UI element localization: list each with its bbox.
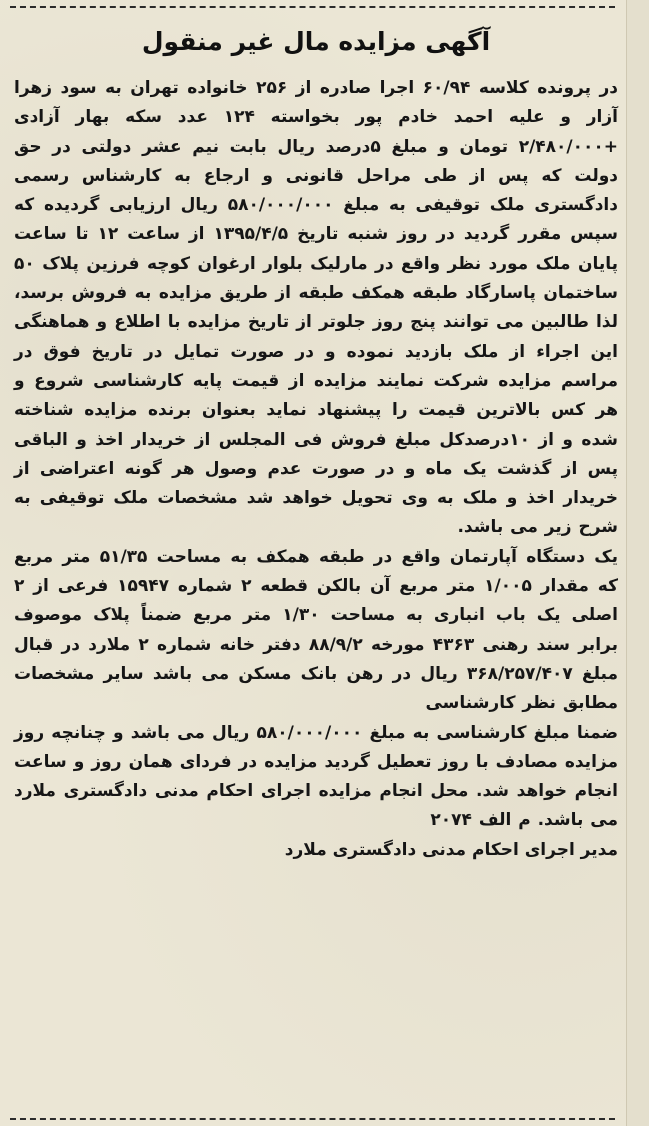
top-dashed-divider — [10, 6, 615, 8]
signature-line: مدیر اجرای احکام مدنی دادگستری ملارد — [284, 839, 618, 860]
closing-paragraph: ضمنا مبلغ کارشناسی به مبلغ ۵۸۰/۰۰۰/۰۰۰ ریال می باشد و چنانچه روز مزایده مصادف با روز تعطیل گردید مزایده در فردای همان روز و ساعت انجام خواهد شد. محل انجام مزایده اجرای احکام مدنی دادگستری ملارد می باشد. م الف ۲۰۷۴ — [14, 722, 619, 831]
notice-title: آگهی مزایده مال غیر منقول — [141, 27, 491, 56]
bottom-dashed-divider — [10, 1118, 615, 1120]
property-description-paragraph: یک دستگاه آپارتمان واقع در طبقه همکف به مساحت ۵۱/۳۵ متر مربع که مقدار ۱/۰۰۵ متر مربع آن بالکن قطعه ۲ شماره ۱۵۹۴۷ فرعی از ۲ اصلی یک باب انباری به مساحت ۱/۳۰ متر مربع ضمناً پلاک موصوف برابر سند رهنی ۴۳۶۳ مورخه ۸۸/۹/۲ دفتر خانه شماره ۲ ملارد در قبال مبلغ ۳۶۸/۲۵۷/۴۰۷ ریال در رهن بانک مسکن می باشد سایر مشخصات مطابق نظر کارشناسی — [14, 546, 619, 714]
notice-body-paragraph: در پرونده کلاسه ۶۰/۹۴ اجرا صادره از ۲۵۶ خانواده تهران به سود زهرا آزار و علیه احمد خادم پور بخواسته ۱۲۴ عدد سکه بهار آزادی +۲/۴۸۰/۰۰۰ تومان و مبلغ ۵درصد ریال بابت نیم عشر دولتی در حق دولت که پس از طی مراحل قانونی و ارجاع به کارشناس رسمی دادگستری ملک توقیفی به مبلغ ۵۸۰/۰۰۰/۰۰۰ ریال ارزیابی گردیده که سپس مقرر گردید در روز شنبه تاریخ ۱۳۹۵/۴/۵ از ساعت ۱۲ تا ساعت پایان ملک مورد نظر واقع در مارلیک بلوار ارغوان کوچه فرزین پلاک ۵۰ ساختمان پاسارگاد طبقه همکف طبقه از طریق مزایده به فروش برسد، لذا طالبین می توانند پنج روز جلوتر از تاریخ مزایده با اطلاع و هماهنگی این اجراء از ملک بازدید نموده و در صورت تمایل در تاریخ فوق در مراسم مزایده شرکت نمایند مزایده از قیمت پایه کارشناسی شروع و هر کس بالاترین قیمت را پیشنهاد نماید بعنوان برنده مزایده شناخته شده و از ۱۰درصدکل مبلغ فروش فی المجلس از خریدار اخذ و الباقی پس از گذشت یک ماه و در صورت عدم وصول هر گونه اعتراضی از خریدار اخذ و ملک به وی تحویل خواهد شد مشخصات ملک توقیفی به شرح زیر می باشد. — [14, 78, 618, 538]
auction-notice — [14, 18, 618, 865]
page-edge-strip — [626, 0, 649, 1126]
